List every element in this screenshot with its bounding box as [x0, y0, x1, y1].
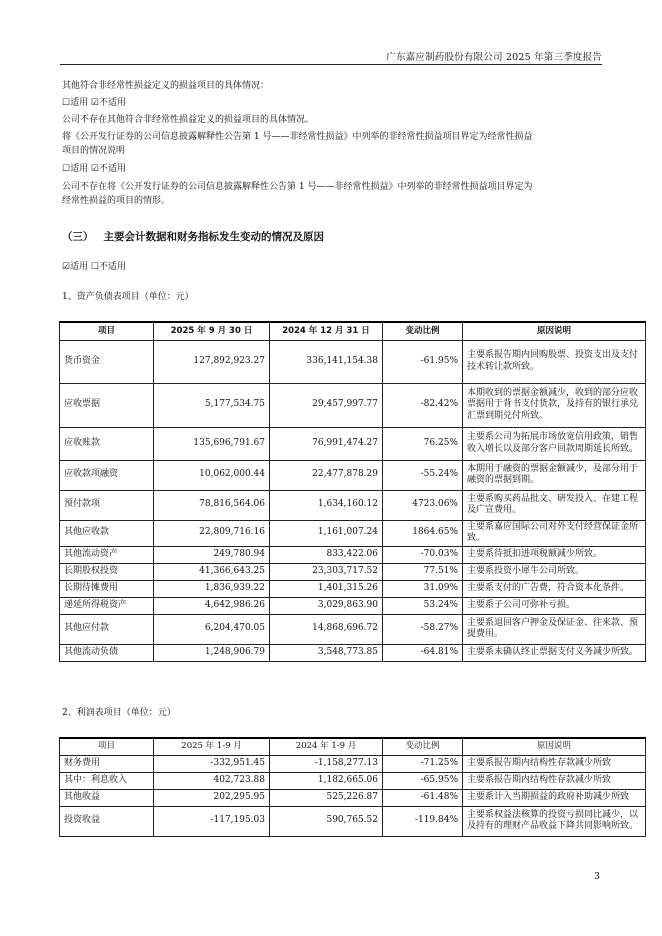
table-row: [60, 772, 646, 789]
table-header-row: [60, 322, 646, 340]
reason: 主要系待抵扣进项税额减少所致。: [463, 546, 646, 563]
change-ratio: -82.42%: [383, 383, 463, 427]
item-name: 递延所得税资产: [60, 597, 154, 614]
prior-value: 76,991,474.27: [270, 427, 383, 460]
prior-value: 23,303,717.52: [270, 563, 383, 580]
item-name: 其他收益: [60, 789, 154, 806]
reason: 主要系报告期内结构性存款减少所致: [463, 755, 646, 772]
item-name: 货币资金: [60, 340, 154, 383]
table-row: [60, 427, 646, 460]
current-value: 202,295.95: [154, 789, 270, 806]
reason: 主要系支付的广告费，符合资本化条件。: [463, 580, 646, 597]
table-row: [60, 597, 646, 614]
current-value: 1,248,906.79: [154, 644, 270, 661]
reason: 主要系购买药品批文、研发投入、在建工程及广宣费用。: [463, 490, 646, 520]
reclassification-intro-line2: 项目的情况说明: [62, 146, 126, 156]
reason: 本期收到的票据金额减少，收到的部分应收票据用于背书支付货款，及持有的银行承兑汇票到期兑付所致。: [463, 383, 646, 427]
change-ratio: -61.95%: [383, 340, 463, 383]
prior-value: 1,634,160.12: [270, 490, 383, 520]
change-ratio: -70.03%: [383, 546, 463, 563]
current-value: 127,892,923.27: [154, 340, 270, 383]
prior-value: 3,029,863.90: [270, 597, 383, 614]
current-value: -117,195.03: [154, 806, 270, 836]
change-ratio: 1864.65%: [383, 520, 463, 546]
section-3-heading: [62, 229, 324, 244]
current-value: 6,204,470.05: [154, 614, 270, 644]
item-name: 其中：利息收入: [60, 772, 154, 789]
column-header: 2025 年 1-9 月: [154, 738, 270, 755]
current-value: 249,780.94: [154, 546, 270, 563]
change-ratio: -55.24%: [383, 460, 463, 490]
reason: 主要系退回客户押金及保证金、往来款、预提费用。: [463, 614, 646, 644]
current-value: 4,642,986.26: [154, 597, 270, 614]
header-divider: [60, 64, 602, 65]
table-row: [60, 383, 646, 427]
balance-sheet-table: [59, 321, 646, 662]
table-header-row: [60, 738, 646, 755]
item-name: 长期股权投资: [60, 563, 154, 580]
prior-value: 1,182,665.06: [270, 772, 383, 789]
current-value: 135,696,791.67: [154, 427, 270, 460]
other-items-statement: 公司不存在其他符合非经常性损益定义的损益项目的具体情况。: [62, 115, 315, 125]
table-row: [60, 806, 646, 836]
reason: 主要系报告期内回购股票、投资支出及支付技术转让款所致。: [463, 340, 646, 383]
table-row: [60, 580, 646, 597]
table-row: [60, 563, 646, 580]
table-row: [60, 789, 646, 806]
table-row: [60, 490, 646, 520]
change-ratio: -119.84%: [383, 806, 463, 836]
change-ratio: -71.25%: [383, 755, 463, 772]
prior-value: 336,141,154.38: [270, 340, 383, 383]
prior-value: 525,226.87: [270, 789, 383, 806]
item-name: 预付款项: [60, 490, 154, 520]
column-header: 变动比例: [383, 738, 463, 755]
change-ratio: 4723.06%: [383, 490, 463, 520]
table-row: [60, 520, 646, 546]
prior-value: 590,765.52: [270, 806, 383, 836]
column-header: 变动比例: [383, 322, 463, 340]
change-ratio: 53.24%: [383, 597, 463, 614]
current-value: 5,177,534.75: [154, 383, 270, 427]
item-name: 其他流动负债: [60, 644, 154, 661]
item-name: 应收款项融资: [60, 460, 154, 490]
column-header: 2025 年 9 月 30 日: [154, 322, 270, 340]
table-row: [60, 340, 646, 383]
reason: 主要系计入当期损益的政府补助减少所致: [463, 789, 646, 806]
item-name: 应收账款: [60, 427, 154, 460]
column-header: 项目: [60, 322, 154, 340]
balance-sheet-caption: 1、资产负债表项目（单位：元）: [62, 292, 194, 302]
reason: 主要系报告期内结构性存款减少所致: [463, 772, 646, 789]
change-ratio: -64.81%: [383, 644, 463, 661]
reclassification-intro-line1: 将《公开发行证券的公司信息披露解释性公告第 1 号——非经常性损益》中列举的非经常性损益项目界定为经常性损益: [62, 132, 533, 142]
current-value: 78,816,564.06: [154, 490, 270, 520]
table-row: [60, 644, 646, 661]
prior-value: -1,158,277.13: [270, 755, 383, 772]
applicability-checkbox-2: ☐适用 ☑不适用: [62, 164, 126, 174]
change-ratio: 31.09%: [383, 580, 463, 597]
table-row: [60, 614, 646, 644]
prior-value: 14,868,696.72: [270, 614, 383, 644]
reason: 主要系投资小犀牛公司所致。: [463, 563, 646, 580]
reclassification-statement-line2: 经常性损益的项目的情形。: [62, 196, 171, 206]
prior-value: 833,422.06: [270, 546, 383, 563]
prior-value: 3,548,773.85: [270, 644, 383, 661]
current-value: -332,951.45: [154, 755, 270, 772]
item-name: 财务费用: [60, 755, 154, 772]
reclassification-statement-line1: 公司不存在将《公开发行证券的公司信息披露解释性公告第 1 号——非经常性损益》中列举的非经常性损益项目界定为: [62, 182, 533, 192]
income-statement-caption: 2、利润表项目（单位：元）: [62, 708, 176, 718]
other-items-intro: 其他符合非经常性损益定义的损益项目的具体情况：: [62, 81, 270, 91]
applicability-checkbox-3: ☑适用 ☐不适用: [62, 262, 126, 272]
income-statement-table: [59, 737, 646, 837]
column-header: 2024 年 1-9 月: [270, 738, 383, 755]
prior-value: 1,401,315.26: [270, 580, 383, 597]
prior-value: 22,477,878.29: [270, 460, 383, 490]
current-value: 1,836,939.22: [154, 580, 270, 597]
prior-value: 1,161,007.24: [270, 520, 383, 546]
table-row: [60, 755, 646, 772]
column-header: 2024 年 12 月 31 日: [270, 322, 383, 340]
change-ratio: 76.25%: [383, 427, 463, 460]
item-name: 其他流动资产: [60, 546, 154, 563]
table-row: [60, 460, 646, 490]
current-value: 10,062,000.44: [154, 460, 270, 490]
change-ratio: -58.27%: [383, 614, 463, 644]
change-ratio: 77.51%: [383, 563, 463, 580]
table-row: [60, 546, 646, 563]
prior-value: 29,457,997.77: [270, 383, 383, 427]
applicability-checkbox-1: ☐适用 ☑不适用: [62, 98, 126, 108]
reason: 主要系未确认终止票据支付义务减少所致。: [463, 644, 646, 661]
item-name: 其他应付款: [60, 614, 154, 644]
column-header: 原因说明: [463, 322, 646, 340]
reason: 本期用于融资的票据金额减少，及部分用于融资的票据到期。: [463, 460, 646, 490]
section-3-number: （三）: [62, 231, 94, 243]
reason: 主要系公司为拓展市场放宽信用政策，销售收入增长以及部分客户回款周期延长所致。: [463, 427, 646, 460]
current-value: 402,723.88: [154, 772, 270, 789]
current-value: 22,809,716.16: [154, 520, 270, 546]
current-value: 41,366,643.25: [154, 563, 270, 580]
page-number: 3: [594, 872, 600, 882]
reason: 主要系子公司可弥补亏损。: [463, 597, 646, 614]
column-header: 项目: [60, 738, 154, 755]
item-name: 应收票据: [60, 383, 154, 427]
change-ratio: -65.95%: [383, 772, 463, 789]
reason: 主要系权益法核算的投资亏损同比减少，以及持有的理财产品收益下降共同影响所致。: [463, 806, 646, 836]
item-name: 投资收益: [60, 806, 154, 836]
section-3-title: 主要会计数据和财务指标发生变动的情况及原因: [103, 231, 324, 243]
column-header: 原因说明: [463, 738, 646, 755]
item-name: 其他应收款: [60, 520, 154, 546]
report-header-title: 广东嘉应制药股份有限公司 2025 年第三季度报告: [386, 52, 602, 63]
item-name: 长期待摊费用: [60, 580, 154, 597]
reason: 主要系嘉应国际公司对外支付经营保证金所致。: [463, 520, 646, 546]
change-ratio: -61.48%: [383, 789, 463, 806]
